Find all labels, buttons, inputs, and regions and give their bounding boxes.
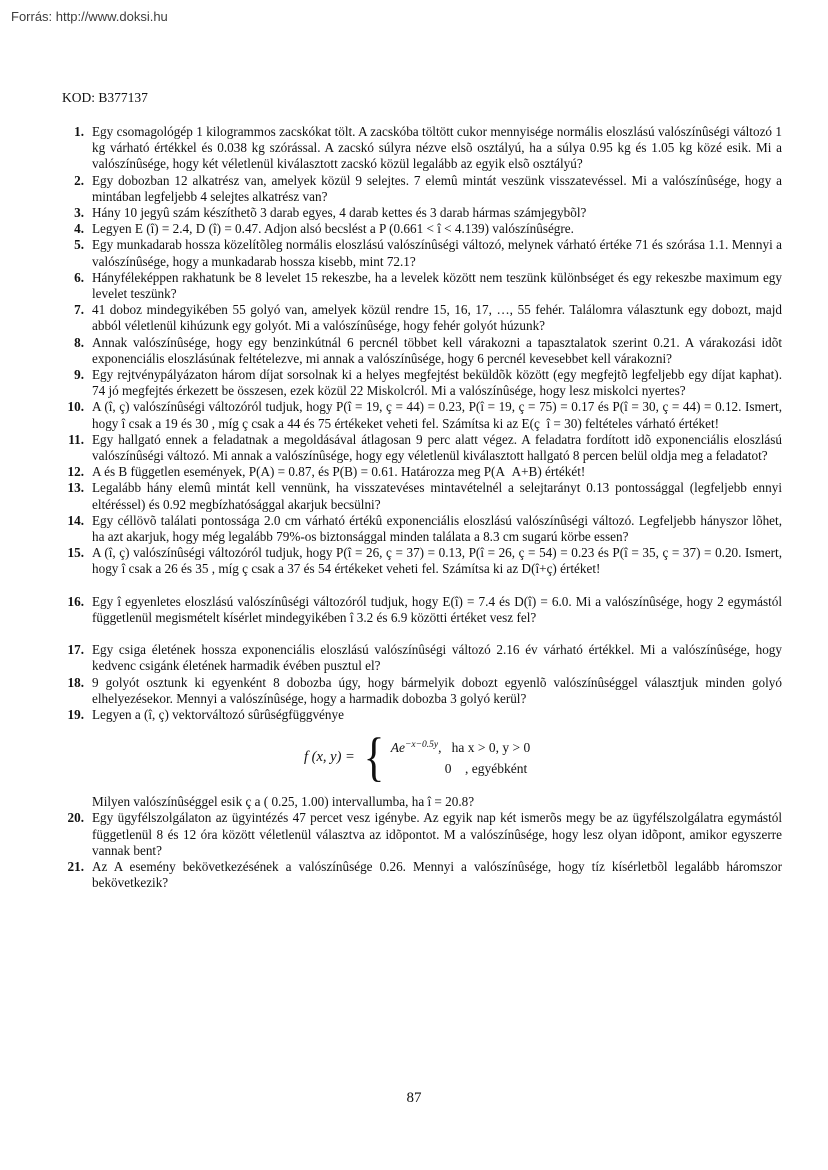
problem-item: [48, 270, 782, 302]
problem-text: Egy dobozban 12 alkatrész van, amelyek közül 9 selejtes. 7 elemû mintát veszünk visszatevéssel. Mi a valószínûsége, hogy a mintában legfeljebb 4 selejtes alkatrész van?: [92, 172, 782, 204]
problem-number: 2.: [74, 172, 84, 188]
problem-item: [48, 221, 782, 237]
problem-item: [48, 432, 782, 464]
problem-number: 5.: [74, 237, 84, 253]
problem-number: 7.: [74, 302, 84, 318]
problem-text: Legyen E (î) = 2.4, D (î) = 0.47. Adjon alsó becslést a P (0.661 < î < 4.139) valószínûségre.: [92, 221, 574, 237]
problem19-question: Milyen valószínûséggel esik ç a ( 0.25, 1.00) intervallumba, ha î = 20.8?: [92, 794, 475, 810]
problem-number: 20.: [67, 810, 84, 826]
problem-number: 13.: [67, 480, 84, 496]
problem-text: Az A esemény bekövetkezésének a valószínûsége 0.26. Mennyi a valószínûsége, hogy tíz kísérletbõl legalább háromszor bekövetkezik?: [92, 858, 782, 891]
source-url: Forrás: http://www.doksi.hu: [11, 9, 168, 24]
problem-number: 3.: [74, 205, 84, 221]
problem-text: A és B független események, P(A) = 0.87, és P(B) = 0.61. Határozza meg P(A A+B) értékét!: [92, 464, 586, 480]
problem-text: Egy rejtvénypályázaton három díjat sorsolnak ki a helyes megfejtést beküldõk között (egy megfejtõ legfeljebb egy díjat kaphat). 74 jó megfejtés érkezett be összesen, ezek közül 22 Miskolcról. Mi a valószínûsége, hogy lesz miskolci nyertes?: [92, 367, 782, 399]
problem-text: Egy csomagológép 1 kilogrammos zacskókat tölt. A zacskóba töltött cukor mennyisége normális eloszlású valószínûségi változó 1 kg várható értékkel és 0.038 kg szórással. A zacskó súlyra nézve elsõ osztályú, ha a súlya 0.95 kg és 1.05 kg közé esik. Mi a valószínûsége, hogy két véletlenül kiválasztott zacskó közül legalább az egyik elsõ osztályú?: [92, 124, 782, 172]
problem-number: 18.: [67, 674, 84, 690]
problem-item: [48, 367, 782, 399]
problem-number: 14.: [67, 512, 84, 528]
formula-case1-exponent: −x−0.5y: [405, 740, 439, 751]
problem-text: Annak valószínûsége, hogy egy benzinkútnál 6 percnél többet kell várakozni a tapasztalatok szerint 0.21. A várakozási idõt exponenciális eloszlásúnak feltételezve, mi annak a valószínûsége, hogy 6 percnél kevesebbet kell várakozni?: [92, 334, 782, 366]
problem-number: 12.: [67, 464, 84, 480]
problem-number: 4.: [74, 221, 84, 237]
problem-item: [48, 173, 782, 205]
problem-text: Legyen a (î, ç) vektorváltozó sûrûségfüggvénye: [92, 706, 344, 722]
formula-lhs: f (x, y) =: [304, 749, 355, 765]
problem-number: 6.: [74, 269, 84, 285]
problem-text: Legalább hány elemû mintát kell vennünk, ha visszatevéses mintavételnél a selejtarányt 0.13 pontossággal (legfeljebb ennyi eltéréssel) és 0.92 megbízhatósággal akarjuk becsülni?: [92, 480, 782, 512]
problem-item: [48, 594, 782, 626]
problem-item: [48, 302, 782, 334]
problem-text: Hány 10 jegyû szám készíthetõ 3 darab egyes, 4 darab kettes és 3 darab hármas számjegybõl?: [92, 205, 587, 221]
problem-item: [48, 675, 782, 707]
problem-text: Egy céllövõ találati pontossága 2.0 cm várható értékû exponenciális eloszlású valószínûségi változó. Legfeljebb hányszor lõhet, ha azt akarjuk, hogy még legalább 79%-os biztonsággal minden találata a 8.3 cm sugarú körbe essen?: [92, 512, 782, 545]
problem-item: [48, 480, 782, 512]
problem-number: 19.: [67, 706, 84, 722]
problem-number: 11.: [68, 431, 84, 447]
formula-case-1: [391, 735, 531, 758]
formula-case1-base: Ae: [390, 740, 406, 756]
problem-number: 8.: [74, 334, 84, 350]
problem-item: [48, 124, 782, 173]
formula-cases: [391, 735, 531, 779]
problem-text: Egy ügyfélszolgálaton az ügyintézés 47 percet vesz igénybe. Az egyik nap két ismerõs megy be az ügyfélszolgálatra egymástól függetlenül 8 és 12 óra között véletlenül választva az idõpontot. M a valószínûsége, hogy lesz olyan idõpont, amikor egyszerre vannak bent?: [92, 810, 782, 858]
problem-number: 16.: [67, 593, 84, 609]
problem-item: [48, 707, 782, 810]
problem-text: Egy î egyenletes eloszlású valószínûségi változóról tudjuk, hogy E(î) = 7.4 és D(î) = 6.0. Mi a valószínûsége, hogy 2 egymástól függetlenül megismételt kísérlet mindegyikében î 3.2 és 6.9 közötti értéket vesz fel?: [92, 593, 782, 625]
formula-case-2: 0 , egyébként: [444, 761, 528, 777]
density-function-formula: [304, 727, 782, 788]
problem-text: Egy hallgató ennek a feladatnak a megoldásával átlagosan 9 perc alatt végez. A feladatra fordított idõ exponenciális eloszlású valószínûségi változó. Mi annak a valószínûsége, hogy egy véletlenül kiválasztott hallgató 8 percen belül oldja meg a feladatot?: [92, 431, 782, 464]
problem-text: A (î, ç) valószínûségi változóról tudjuk, hogy P(î = 26, ç = 37) = 0.13, P(î = 26, ç = 54) = 0.23 és P(î = 35, ç = 37) = 0.20. Ismert, hogy î csak a 26 és 35 , míg ç csak a 37 és 54 értékeket veheti fel. Számítsa ki az D(î+ç) értéket!: [92, 545, 782, 577]
formula-brace: {: [363, 727, 385, 788]
problem-list: [48, 124, 782, 891]
problem-number: 17.: [67, 642, 84, 658]
problem-text: 41 doboz mindegyikében 55 golyó van, amelyek közül rendre 15, 16, 17, …, 55 fehér. Találomra választunk egy dobozt, majd abból véletlenül kihúzunk egy golyót. Mi a valószínûsége, hogy fehér golyót húzunk?: [92, 302, 782, 334]
problem-text: Hányféleképpen rakhatunk be 8 levelet 15 rekeszbe, ha a levelek között nem teszünk különbséget és egy rekeszbe maximum egy levelet teszünk?: [92, 269, 782, 302]
problem-text: Egy munkadarab hossza közelítõleg normális eloszlású valószínûségi változó, melynek várható értéke 71 és szórása 1.1. Mennyi a valószínûsége, hogy a munkadarab hossza kisebb, mint 72.1?: [92, 237, 782, 269]
problem-item: [48, 642, 782, 674]
document-code: KOD: B377137: [62, 90, 148, 105]
problem-item: [48, 205, 782, 221]
problem-number: 1.: [74, 124, 84, 139]
problem-item: [48, 513, 782, 545]
page-number: 87: [406, 1090, 422, 1106]
problem-number: 10.: [67, 399, 84, 415]
problem-number: 9.: [74, 367, 84, 383]
problem-text: Egy csiga életének hossza exponenciális eloszlású valószínûségi változó 2.16 év várható értékkel. Mi a valószínûsége, hogy kedvenc csigánk életének harmadik évében pusztul el?: [92, 642, 782, 674]
problem-text: 9 golyót osztunk ki egyenként 8 dobozba úgy, hogy bármelyik dobozt egyenlõ valószínûséggel választjuk minden golyó elhelyezésekor. Mennyi a valószínûsége, hogy a harmadik dobozba 3 golyó kerül?: [92, 674, 782, 706]
problem-text: A (î, ç) valószínûségi változóról tudjuk, hogy P(î = 19, ç = 44) = 0.23, P(î = 19, ç = 75) = 0.17 és P(î = 30, ç = 44) = 0.12. Ismert, hogy î csak a 19 és 30 , míg ç csak a 44 és 75 értékeket veheti fel. Számítsa ki az E(ç î = 30) feltételes várható értéket!: [92, 399, 782, 431]
problem-item: [48, 399, 782, 431]
problem-item: [48, 859, 782, 891]
problem-item: [48, 335, 782, 367]
problem-item: [48, 545, 782, 577]
problem-item: [48, 464, 782, 480]
problem-item: [48, 237, 782, 269]
problem-item: [48, 810, 782, 859]
problem-number: 15.: [67, 545, 84, 561]
problem-number: 21.: [67, 858, 84, 874]
formula-case1-condition: , ha x > 0, y > 0: [438, 740, 531, 756]
